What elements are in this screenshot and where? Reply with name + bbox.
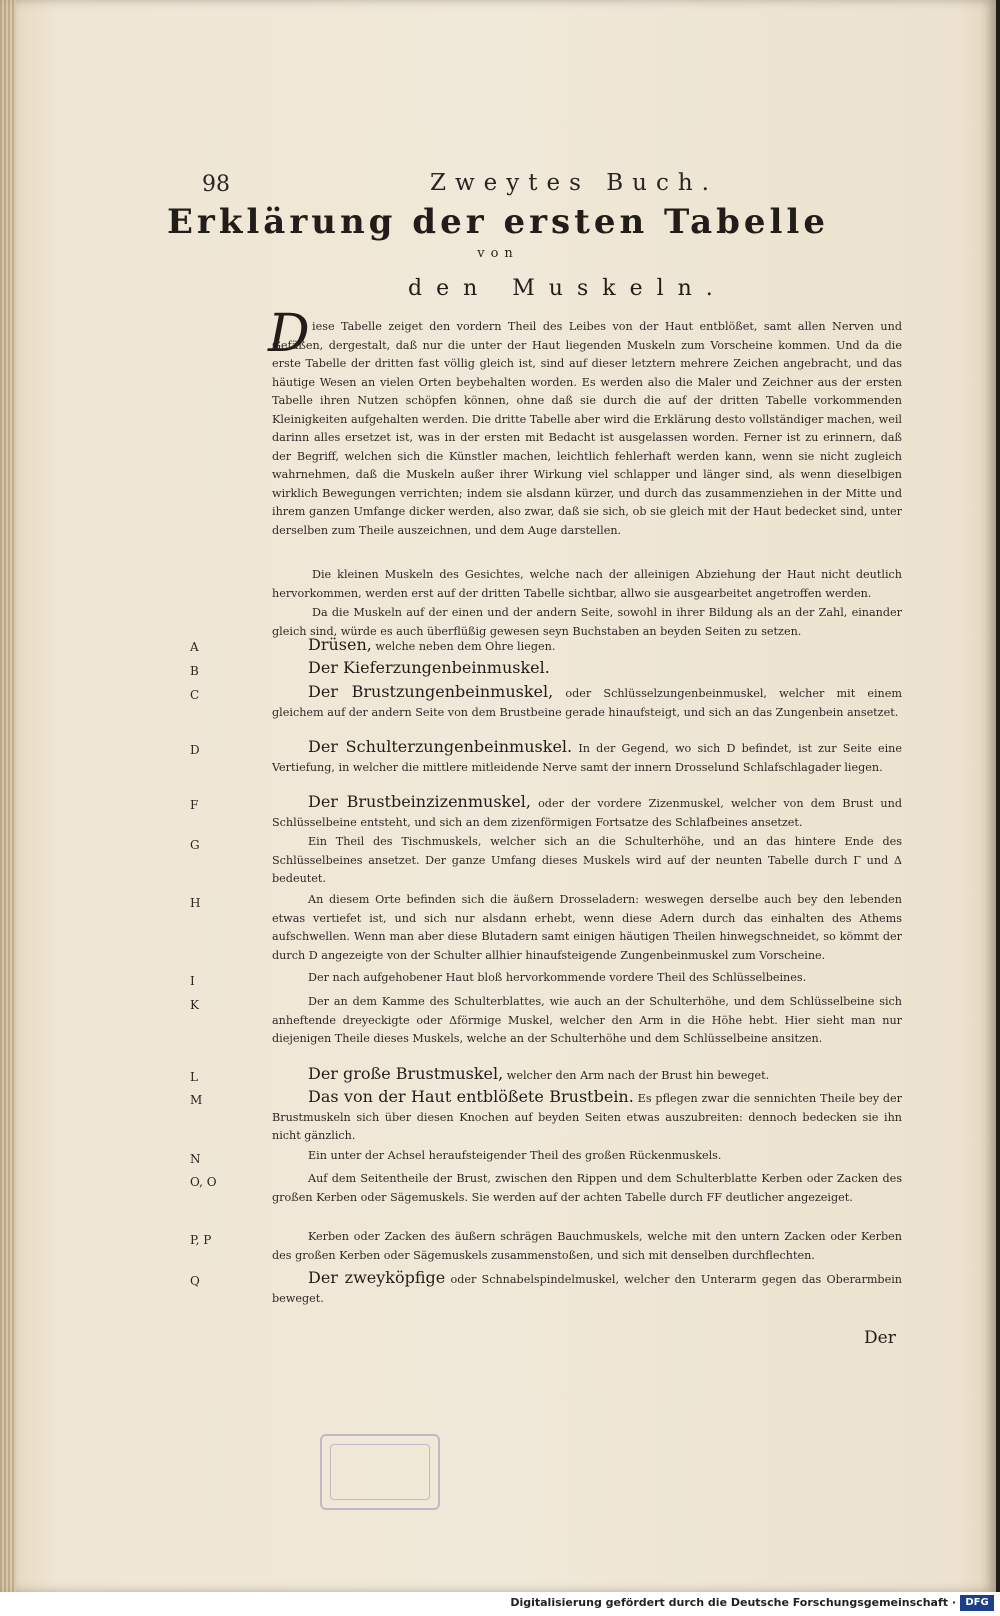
entry-letter-c: C [190,688,200,702]
entry-c [272,683,902,722]
entry-letter-o: O, O [190,1175,217,1189]
entry-lead: Das von der Haut entblößete Brustbein. [308,1087,634,1106]
entry-o: Auf dem Seitentheile der Brust, zwischen den Rippen und dem Schulterblatte Kerben oder Zacken des großen Kerben oder Sägemuskels. Sie werden auf der achten Tabelle durch FF deutlicher angezeiget. [272,1172,902,1204]
entry-g: Ein Theil des Tischmuskels, welcher sich an die Schulterhöhe, und an das hintere Ende des Schlüsselbeines ansetzet. Der ganze Umfang dieses Muskels wird auf der neunten Tabelle durch Γ und Δ bedeutet. [272,835,902,885]
drop-capital: D [268,304,310,364]
entry-lead: Der Kieferzungenbeinmuskel. [308,658,550,677]
entry-body: welcher den Arm nach der Brust hin beweget. [503,1069,770,1082]
catchword: Der [864,1328,896,1348]
entry-letter-d: D [190,743,200,757]
library-stamp [320,1434,440,1510]
dfg-logo: DFG [960,1595,994,1611]
entry-letter-a: A [190,640,199,654]
entry-lead: Drüsen, [308,635,372,654]
entry-letter-b: B [190,664,199,678]
entry-b [272,659,902,680]
entry-f [272,793,902,832]
entry-q [272,1269,902,1308]
entry-i: Der nach aufgehobener Haut bloß hervorkommende vordere Theil des Schlüsselbeines. [308,971,807,984]
entry-k: Der an dem Kamme des Schulterblattes, wie auch an der Schulterhöhe, und dem Schlüsselbeine sich anheftende dreyeckigte oder Δförmige Muskel, welcher den Arm in die Höhe hebt. Hier sieht man nur diejenigen Theile dieses Muskels, welche an der Schulterhöhe und dem Schlüsselbeine ansitzen. [272,995,902,1045]
entry-p: Kerben oder Zacken des äußern schrägen Bauchmuskels, welche mit den untern Zacken oder Kerben des großen Kerben oder Sägemuskels zusammenstoßen, und sich mit denselben durchflechten. [272,1230,902,1262]
entry-a [272,636,902,657]
entry-body: welche neben dem Ohre liegen. [371,640,556,653]
page-number: 98 [202,172,230,197]
entry-lead: Der zweyköpfige [308,1268,446,1287]
entry-m [272,1088,902,1146]
library-stamp-inner [330,1444,430,1500]
entry-body: oder der vordere Zizenmuskel, welcher von dem Brust und Schlüsselbeine entsteht, und sich an dem zizenförmigen Fortsatze des Schlafbeines ansetzet. [272,797,902,829]
entry-letter-k: K [190,998,199,1012]
entry-l [272,1065,902,1086]
entry-lead: Der Schulterzungenbeinmuskel. [308,737,573,756]
entry-body: oder Schlüsselzungenbeinmuskel, welcher mit einem gleichem auf der andern Seite von dem Brustbeine gerade hinaufsteigt, und sich an das Zungenbein ansetzet. [272,687,902,719]
title-connector: von [477,246,519,261]
entry-letter-f: F [190,798,199,812]
page-title: Erklärung der ersten Tabelle [167,202,829,242]
running-head: Zweytes Buch. [430,170,718,196]
entry-letter-l: L [190,1070,198,1084]
entry-letter-i: I [190,974,195,988]
entry-body: Es pflegen zwar die sennichten Theile bey der Brustmuskeln sich über diesen Knochen auf beyden Seiten etwas auszubreiten: dennoch bedecken sie ihn nicht gänzlich. [272,1092,902,1142]
entry-letter-p: P, P [190,1233,212,1247]
entry-letter-h: H [190,896,201,910]
footer-strip [0,1592,1000,1616]
entry-letter-q: Q [190,1274,200,1288]
entry-lead: Der Brustzungenbeinmuskel, [308,682,554,701]
faces-paragraph: Die kleinen Muskeln des Gesichtes, welche nach der alleinigen Abziehung der Haut nicht deutlich hervorkommen, werden erst auf der dritten Tabelle sichtbar, allwo sie ausgearbeitet angetroffen werden. [272,568,902,600]
entry-letter-n: N [190,1152,201,1166]
entry-letter-g: G [190,838,200,852]
entry-h: An diesem Orte befinden sich die äußern Drosseladern: weswegen derselbe auch bey den lebenden etwas vertiefet ist, und sich nur alsdann erhebt, wenn diese Adern durch das einhalten des Athems aufschwellen. Wenn man aber diese Blutadern samt einigen häutigen Theilen hinwegschneidet, so kömmt der durch D angezeigte von der Schulter allhier hinaufsteigende Zungenbeinmuskel zum Vorscheine. [272,893,902,962]
intro-paragraph: iese Tabelle zeiget den vordern Theil des Leibes von der Haut entblößet, samt allen Nerven und Gefäßen, dergestalt, daß nur die unter der Haut liegenden Muskeln zum Vorscheine kommen. Und da die erste Tabelle der dritten fast völlig gleich ist, sind auf dieser letztern mehrere Zeichen angebracht, und das häutige Wesen an vielen Orten beybehalten worden. Es werden also die Maler und Zeichner aus der ersten Tabelle ihren Nutzen schöpfen können, ohne daß sie durch die auf der dritten Tabelle vorkommenden Kleinigkeiten aufgehalten werden. Die dritte Tabelle aber wird die Erklärung desto vollständiger machen, weil darinn alles ersetzet ist, was in der ersten mit Bedacht ist ausgelassen worden. Ferner ist zu erinnern, daß der Begriff, welchen sich die Künstler machen, leichtlich fehlerhaft werden kann, wenn sie nicht zugleich wahrnehmen, daß die Muskeln außer ihrer Wirkung viel schlapper und länger sind, als wenn dieselbigen wirklich Bewegungen verrichten; indem sie alsdann kürzer, und durch das zusammenziehen in der Mitte und ihrem ganzen Umfange dicker werden, also zwar, daß sie sich, ob sie gleich mit der Haut bedecket sind, unter derselben zum Theile auszeichnen, und dem Auge darstellen. [272,320,902,537]
page-subtitle: den Muskeln. [408,276,727,301]
entry-body: oder Schnabelspindelmuskel, welcher den Unterarm gegen das Oberarmbein beweget. [272,1273,902,1305]
entry-letter-m: M [190,1093,203,1107]
entry-lead: Der Brustbeinzizenmuskel, [308,792,531,811]
entry-body: In der Gegend, wo sich D befindet, ist zur Seite eine Vertiefung, in welcher die mittlere mitleidende Nerve samt der innern Drosselund Schlafschlagader liegen. [272,742,903,774]
funding-notice: Digitalisierung gefördert durch die Deutsche Forschungsgemeinschaft · [510,1596,956,1609]
sides-paragraph: Da die Muskeln auf der einen und der andern Seite, sowohl in ihrer Bildung als an der Zahl, einander gleich sind, würde es auch überflüßig gewesen seyn Buchstaben an beyden Seiten zu setzen. [272,606,902,638]
entry-n: Ein unter der Achsel heraufsteigender Theil des großen Rückenmuskels. [308,1149,722,1162]
entry-lead: Der große Brustmuskel, [308,1064,504,1083]
entry-d [272,738,902,777]
